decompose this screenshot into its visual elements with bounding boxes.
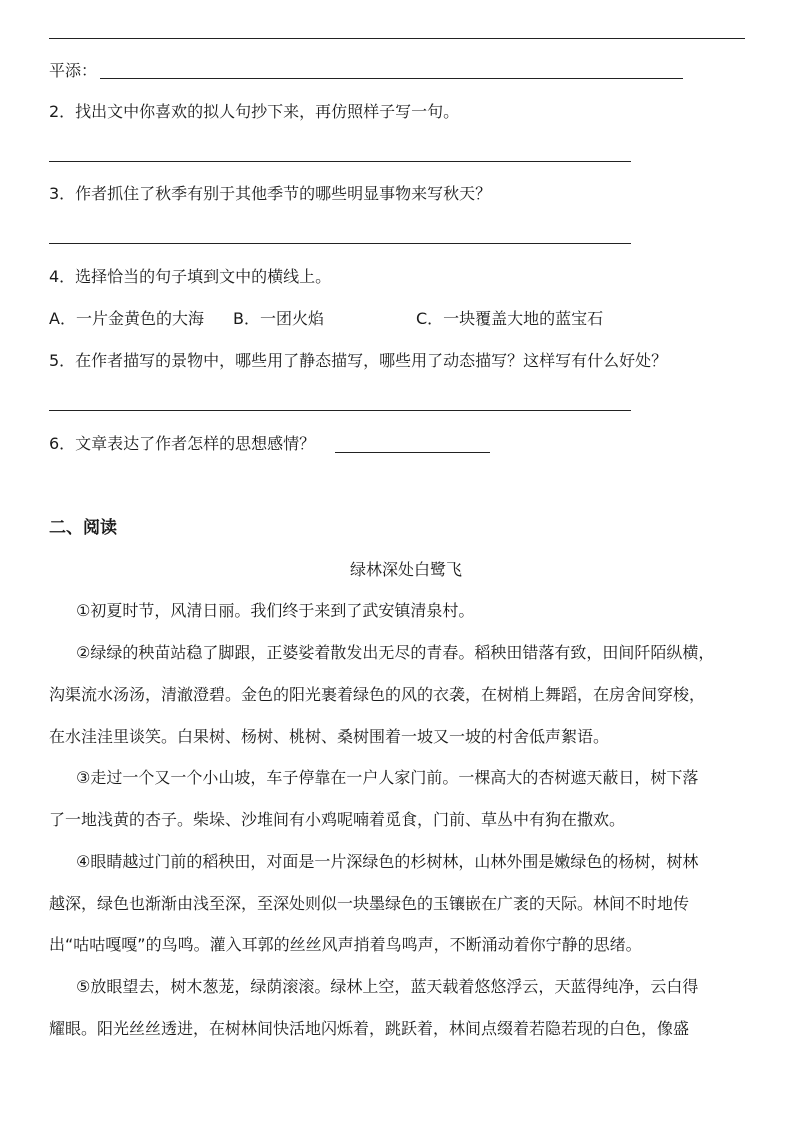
- q5-answer-line[interactable]: [49, 410, 631, 411]
- q2-answer-line[interactable]: [49, 161, 631, 162]
- section-heading: 二、阅读: [49, 518, 117, 538]
- passage-title: 绿林深处白鹭飞: [350, 560, 463, 579]
- question-5: 5．在作者描写的景物中，哪些用了静态描写，哪些用了动态描写？这样写有什么好处？: [49, 351, 668, 370]
- paragraph-2-line-3: 在水洼洼里谈笑。白果树、杨树、桃树、桑树围着一坡又一坡的村舍低声絮语。: [49, 727, 610, 746]
- paragraph-3-line-1: ③走过一个又一个小山坡，车子停靠在一户人家门前。一棵高大的杏树遮天蔽日，树下落: [76, 768, 699, 787]
- paragraph-5-line-2: 耀眼。阳光丝丝透进，在树林间快活地闪烁着，跳跃着，林间点缀着若隐若现的白色，像盛: [49, 1019, 690, 1038]
- option-b: B．一团火焰: [233, 309, 324, 328]
- question-6: 6．文章表达了作者怎样的思想感情？: [49, 434, 316, 453]
- paragraph-2-line-1: ②绿绿的秧苗站稳了脚跟，正婆娑着散发出无尽的青春。稻秧田错落有致，田间阡陌纵横，: [76, 643, 715, 662]
- q6-answer-line[interactable]: [335, 452, 490, 453]
- option-c: C．一块覆盖大地的蓝宝石: [416, 309, 604, 328]
- question-2: 2．找出文中你喜欢的拟人句抄下来，再仿照样子写一句。: [49, 102, 460, 121]
- paragraph-4-line-1: ④眼睛越过门前的稻秧田，对面是一片深绿色的杉树林，山林外围是嫩绿色的杨树，树林: [76, 852, 699, 871]
- paragraph-4-line-2: 越深，绿色也渐渐由浅至深，至深处则似一块墨绿色的玉镶嵌在广袤的天际。林间不时地传: [49, 894, 690, 913]
- paragraph-5-line-1: ⑤放眼望去，树木葱茏，绿荫滚滚。绿林上空，蓝天载着悠悠浮云，天蓝得纯净，云白得: [76, 977, 699, 996]
- question-3: 3．作者抓住了秋季有别于其他季节的哪些明显事物来写秋天？: [49, 184, 492, 203]
- paragraph-1: ①初夏时节，风清日丽。我们终于来到了武安镇清泉村。: [76, 601, 475, 620]
- question-4: 4．选择恰当的句子填到文中的横线上。: [49, 267, 332, 286]
- paragraph-4-line-3: 出“咕咕嘎嘎”的鸟鸣。灌入耳郭的丝丝风声捎着鸟鸣声，不断涌动着你宁静的思绪。: [49, 935, 642, 954]
- q1-answer-line[interactable]: [100, 78, 683, 79]
- q1-label: 平添：: [49, 61, 98, 80]
- top-divider: [49, 38, 745, 39]
- paragraph-3-line-2: 了一地浅黄的杏子。柴垛、沙堆间有小鸡呢喃着觅食，门前、草丛中有狗在撒欢。: [49, 810, 626, 829]
- option-a: A．一片金黄色的大海: [49, 309, 204, 328]
- q3-answer-line[interactable]: [49, 243, 631, 244]
- paragraph-2-line-2: 沟渠流水汤汤，清澈澄碧。金色的阳光裹着绿色的风的衣袭，在树梢上舞蹈，在房舍间穿梭，: [49, 685, 706, 704]
